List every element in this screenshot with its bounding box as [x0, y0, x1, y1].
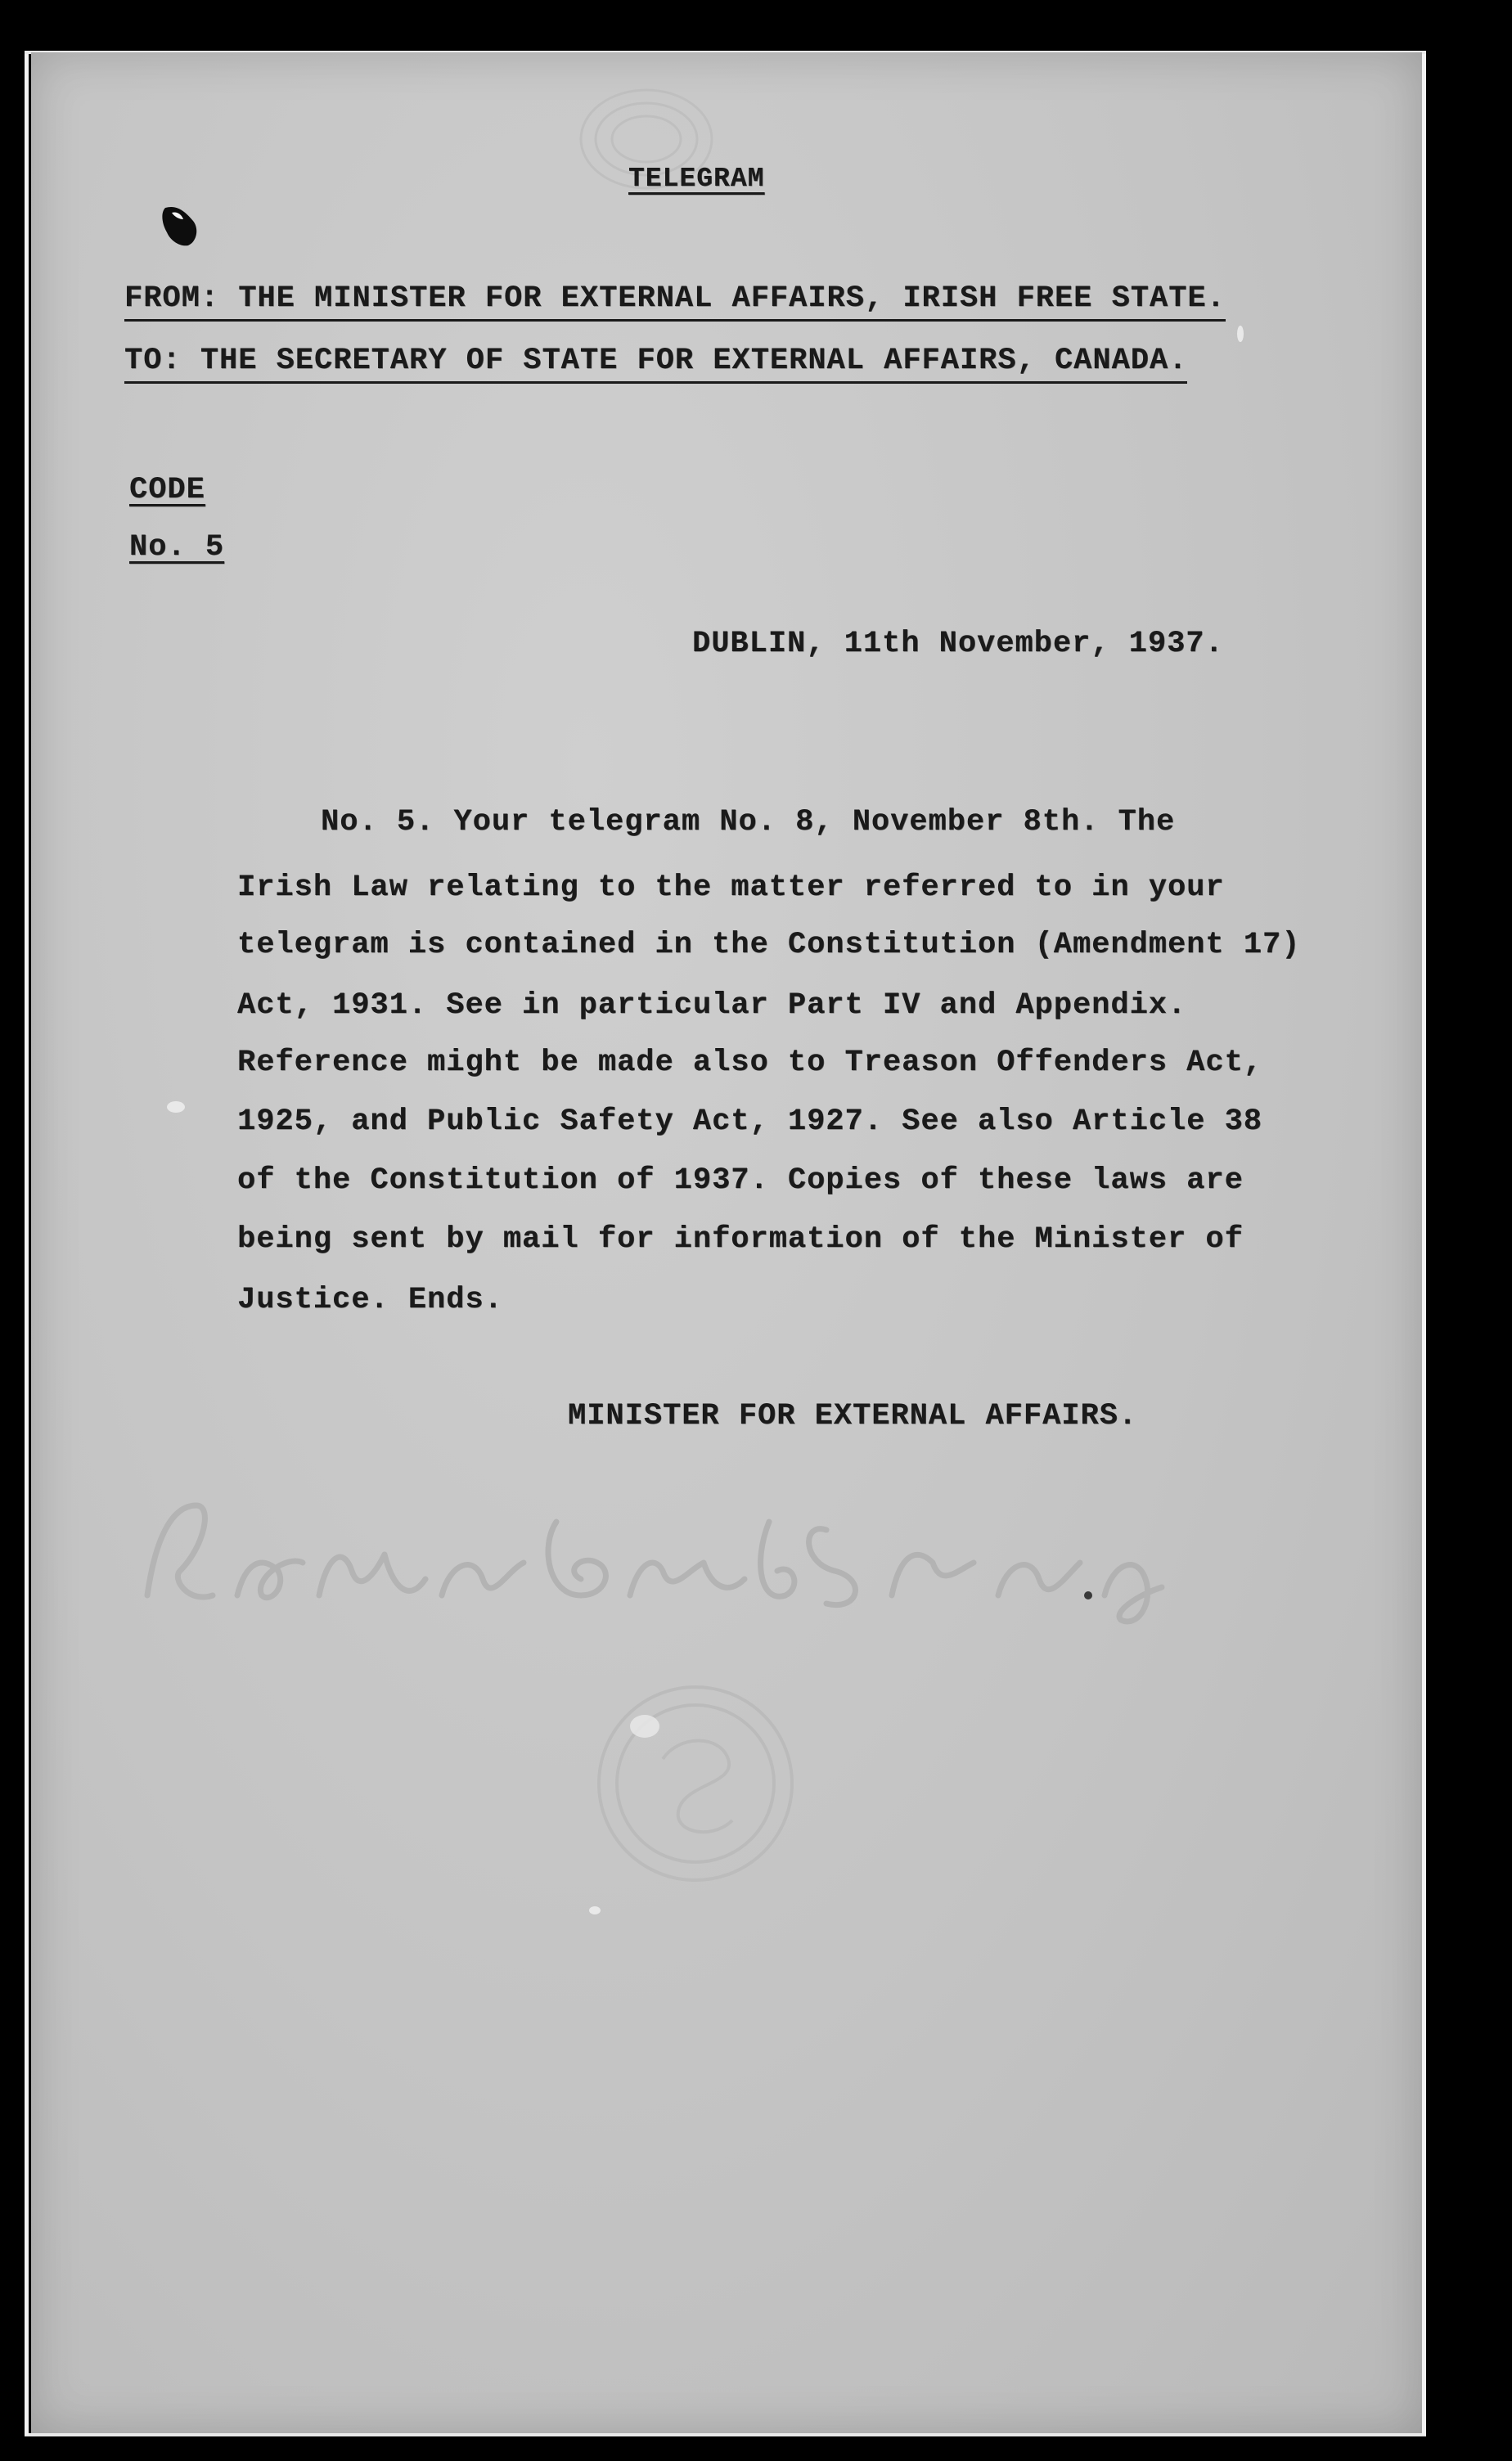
faint-signature: [123, 1473, 1268, 1636]
body-line: No. 5. Your telegram No. 8, November 8th. The: [321, 805, 1176, 839]
speck: [589, 1906, 601, 1914]
from-line: FROM: THE MINISTER FOR EXTERNAL AFFAIRS, IRISH FREE STATE.: [124, 281, 1226, 322]
scan-frame-left: [25, 54, 29, 2435]
speck: [167, 1101, 185, 1113]
body-line: Reference might be made also to Treason Offenders Act,: [237, 1046, 1262, 1080]
to-line: TO: THE SECRETARY OF STATE FOR EXTERNAL AFFAIRS, CANADA.: [124, 344, 1187, 384]
page-title: TELEGRAM: [628, 164, 765, 194]
faint-seal-bottom: [589, 1677, 802, 1890]
speck: [1237, 326, 1244, 342]
ink-blot: [160, 205, 200, 247]
scan-frame-bottom: [25, 2433, 1426, 2436]
body-line: 1925, and Public Safety Act, 1927. See also Article 38: [237, 1105, 1262, 1139]
scan-frame-right: [1422, 54, 1426, 2435]
code-number: No. 5: [129, 530, 225, 565]
dateline: DUBLIN, 11th November, 1937.: [692, 627, 1224, 661]
body-line: telegram is contained in the Constitution (Amendment 17): [237, 928, 1301, 962]
body-line: of the Constitution of 1937. Copies of these laws are: [237, 1163, 1244, 1198]
code-label: CODE: [129, 473, 205, 507]
body-line: Justice. Ends.: [237, 1283, 503, 1317]
body-line: Irish Law relating to the matter referred to in your: [237, 871, 1225, 905]
body-line: being sent by mail for information of the Minister of: [237, 1222, 1244, 1257]
body-line: Act, 1931. See in particular Part IV and Appendix.: [237, 988, 1187, 1023]
signoff: MINISTER FOR EXTERNAL AFFAIRS.: [568, 1399, 1138, 1433]
